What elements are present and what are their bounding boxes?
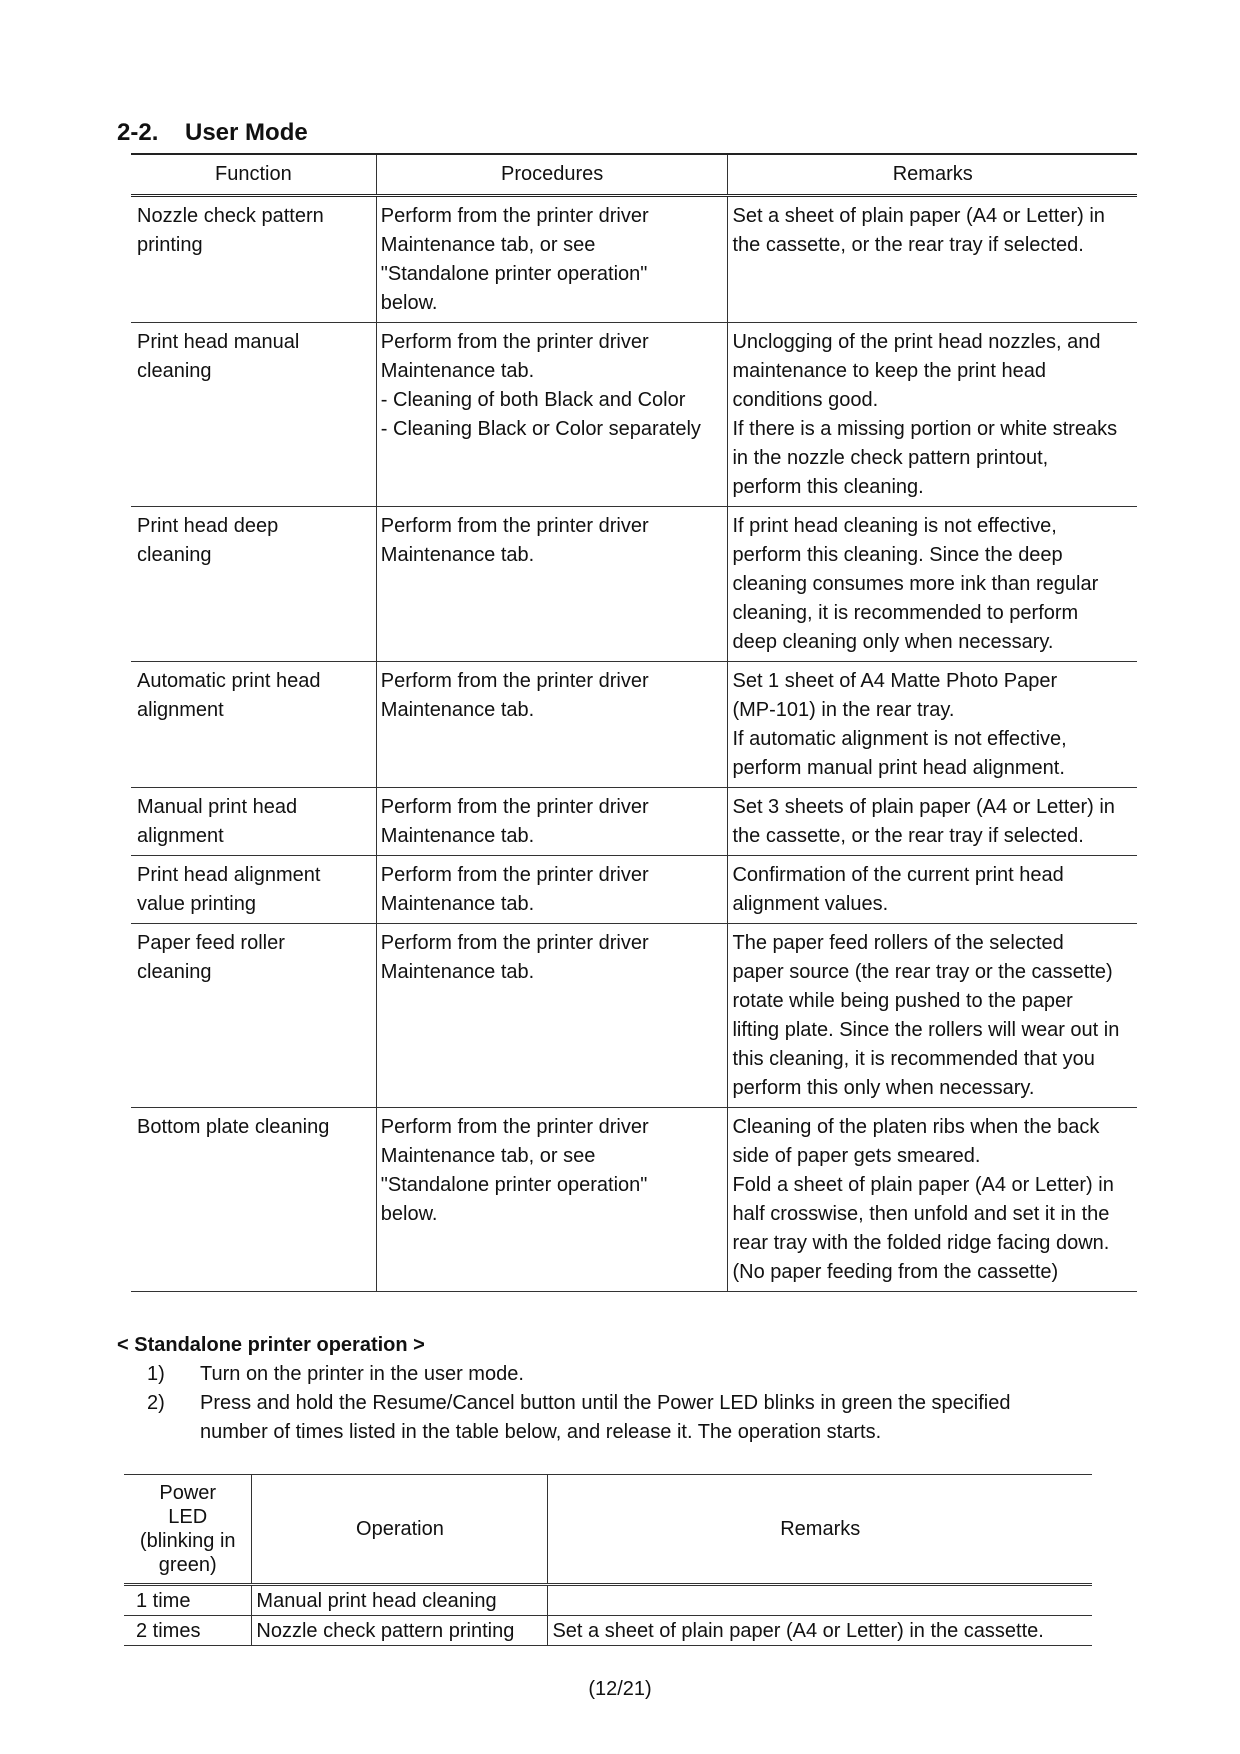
- remarks-cell-line: rear tray with the folded ridge facing down.: [732, 1232, 1110, 1254]
- procedures-cell-line: Maintenance tab.: [380, 825, 535, 847]
- procedures-cell-line: Maintenance tab.: [380, 544, 535, 566]
- remarks-cell-line: Set 1 sheet of A4 Matte Photo Paper: [732, 670, 1058, 692]
- remarks-cell: [728, 924, 1137, 1108]
- procedures-cell: [376, 788, 728, 856]
- table-row: [131, 856, 1137, 924]
- function-cell-line: value printing: [137, 893, 256, 915]
- operation-cell: Manual print head cleaning: [252, 1585, 548, 1616]
- procedures-cell-line: Perform from the printer driver: [380, 1116, 649, 1138]
- step-number: 2): [147, 1392, 165, 1414]
- table-row: [131, 196, 1137, 323]
- remarks-cell-line: Set 3 sheets of plain paper (A4 or Letter) in: [732, 796, 1115, 818]
- remarks-cell: [728, 507, 1137, 662]
- section-number: 2-2.: [117, 119, 159, 146]
- section-title: [117, 119, 308, 147]
- function-cell-line: Nozzle check pattern: [137, 205, 324, 227]
- remarks-cell-line: Unclogging of the print head nozzles, and: [732, 331, 1101, 353]
- remarks-cell-line: the cassette, or the rear tray if selected.: [732, 234, 1084, 256]
- remarks-cell-line: half crosswise, then unfold and set it in the: [732, 1203, 1110, 1225]
- function-cell: [131, 323, 376, 507]
- procedures-cell-line: Perform from the printer driver: [380, 331, 649, 353]
- remarks-cell-line: Fold a sheet of plain paper (A4 or Letter) in: [732, 1174, 1114, 1196]
- table-row: [131, 1108, 1137, 1292]
- step-text-line: Turn on the printer in the user mode.: [200, 1363, 524, 1385]
- remarks-cell-line: If automatic alignment is not effective,: [732, 728, 1067, 750]
- section-title-text: User Mode: [185, 119, 308, 146]
- remarks-cell: [728, 662, 1137, 788]
- remarks-cell-line: lifting plate. Since the rollers will wear out in: [732, 1019, 1120, 1041]
- remarks-cell-line: rotate while being pushed to the paper: [732, 990, 1073, 1012]
- function-cell: [131, 1108, 376, 1292]
- remarks-cell-line: Set a sheet of plain paper (A4 or Letter) in: [732, 205, 1105, 227]
- procedures-cell-line: below.: [380, 1203, 438, 1225]
- remarks-cell-line: conditions good.: [732, 389, 879, 411]
- remarks-cell: [728, 196, 1137, 323]
- procedures-cell-line: - Cleaning Black or Color separately: [380, 418, 701, 440]
- function-cell-line: printing: [137, 234, 203, 256]
- function-cell: [131, 856, 376, 924]
- remarks-cell: [728, 788, 1137, 856]
- list-item: [117, 1389, 1127, 1447]
- table-row: [124, 1616, 1092, 1646]
- table-row: [124, 1585, 1092, 1616]
- page-number: (12/21): [588, 1678, 652, 1700]
- remarks-cell-line: this cleaning, it is recommended that you: [732, 1048, 1095, 1070]
- op-remarks-cell: [548, 1585, 1092, 1616]
- led-cell: 2 times: [124, 1616, 252, 1646]
- table-header-row: [131, 154, 1137, 196]
- procedures-cell-line: "Standalone printer operation": [380, 1174, 648, 1196]
- header-op-remarks: [548, 1475, 1092, 1585]
- function-cell-line: alignment: [137, 825, 224, 847]
- procedures-cell: [376, 323, 728, 507]
- function-cell: [131, 507, 376, 662]
- remarks-cell-line: side of paper gets smeared.: [732, 1145, 981, 1167]
- header-remarks: Remarks: [728, 154, 1137, 196]
- remarks-cell-line: cleaning consumes more ink than regular: [732, 573, 1099, 595]
- step-text-line: number of times listed in the table below, and release it. The operation starts.: [200, 1421, 882, 1443]
- remarks-cell-line: (MP-101) in the rear tray.: [732, 699, 955, 721]
- step-text: [200, 1389, 1127, 1447]
- header-operation: [252, 1475, 548, 1585]
- table-row: [131, 323, 1137, 507]
- header-line: Remarks: [780, 1518, 861, 1540]
- remarks-cell-line: Cleaning of the platen ribs when the back: [732, 1116, 1100, 1138]
- header-power-led: [124, 1475, 252, 1585]
- procedures-cell-line: Maintenance tab, or see: [380, 234, 596, 256]
- function-cell-line: Print head deep: [137, 515, 279, 537]
- remarks-cell-line: alignment values.: [732, 893, 889, 915]
- procedures-cell-line: Maintenance tab.: [380, 360, 535, 382]
- procedures-cell-line: Perform from the printer driver: [380, 205, 649, 227]
- procedures-cell-line: Maintenance tab.: [380, 893, 535, 915]
- remarks-cell-line: If print head cleaning is not effective,: [732, 515, 1057, 537]
- remarks-cell-line: If there is a missing portion or white streaks: [732, 418, 1118, 440]
- function-cell-line: Automatic print head: [137, 670, 321, 692]
- header-line: green): [158, 1554, 217, 1576]
- standalone-heading: < Standalone printer operation >: [117, 1334, 425, 1356]
- table-row: [131, 507, 1137, 662]
- header-function: Function: [131, 154, 376, 196]
- step-text-line: Press and hold the Resume/Cancel button until the Power LED blinks in green the specified: [200, 1392, 1011, 1414]
- procedures-cell-line: Maintenance tab.: [380, 699, 535, 721]
- remarks-cell-line: (No paper feeding from the cassette): [732, 1261, 1059, 1283]
- op-table-header-row: [124, 1475, 1092, 1585]
- procedures-cell-line: Maintenance tab, or see: [380, 1145, 596, 1167]
- header-line: LED: [168, 1506, 208, 1528]
- remarks-cell: [728, 856, 1137, 924]
- standalone-steps: [117, 1360, 1127, 1447]
- remarks-cell-line: cleaning, it is recommended to perform: [732, 602, 1079, 624]
- remarks-cell-line: perform this only when necessary.: [732, 1077, 1035, 1099]
- table-row: [131, 788, 1137, 856]
- standalone-section: [117, 1331, 1127, 1447]
- function-cell-line: alignment: [137, 699, 224, 721]
- remarks-cell-line: Confirmation of the current print head: [732, 864, 1064, 886]
- function-cell-line: Bottom plate cleaning: [137, 1116, 330, 1138]
- remarks-cell-line: in the nozzle check pattern printout,: [732, 447, 1049, 469]
- procedures-cell: [376, 1108, 728, 1292]
- function-cell-line: cleaning: [137, 544, 212, 566]
- list-item: [117, 1360, 1127, 1389]
- remarks-cell-line: The paper feed rollers of the selected: [732, 932, 1064, 954]
- user-mode-table: [131, 153, 1137, 1292]
- procedures-cell: [376, 196, 728, 323]
- led-operation-table-body: [124, 1585, 1092, 1646]
- function-cell-line: cleaning: [137, 360, 212, 382]
- function-cell: [131, 196, 376, 323]
- remarks-cell-line: deep cleaning only when necessary.: [732, 631, 1054, 653]
- remarks-cell-line: maintenance to keep the print head: [732, 360, 1047, 382]
- function-cell: [131, 788, 376, 856]
- remarks-cell-line: the cassette, or the rear tray if selected.: [732, 825, 1084, 847]
- procedures-cell: [376, 507, 728, 662]
- function-cell: [131, 924, 376, 1108]
- led-operation-table: [124, 1474, 1092, 1646]
- table-row: [131, 924, 1137, 1108]
- remarks-cell-line: perform this cleaning. Since the deep: [732, 544, 1063, 566]
- remarks-cell-line: perform this cleaning.: [732, 476, 924, 498]
- function-cell: [131, 662, 376, 788]
- remarks-cell-line: paper source (the rear tray or the cassette): [732, 961, 1113, 983]
- function-cell-line: Print head manual: [137, 331, 300, 353]
- procedures-cell-line: Maintenance tab.: [380, 961, 535, 983]
- op-remarks-cell: Set a sheet of plain paper (A4 or Letter) in the cassette.: [548, 1616, 1092, 1646]
- procedures-cell-line: Perform from the printer driver: [380, 932, 649, 954]
- table-row: [131, 662, 1137, 788]
- procedures-cell-line: "Standalone printer operation": [380, 263, 648, 285]
- step-number: 1): [147, 1363, 165, 1385]
- header-line: (blinking in: [139, 1530, 236, 1552]
- header-line: Operation: [356, 1518, 444, 1540]
- procedures-cell-line: below.: [380, 292, 438, 314]
- procedures-cell-line: Perform from the printer driver: [380, 515, 649, 537]
- remarks-cell: [728, 323, 1137, 507]
- procedures-cell: [376, 662, 728, 788]
- operation-cell: Nozzle check pattern printing: [252, 1616, 548, 1646]
- procedures-cell: [376, 856, 728, 924]
- procedures-cell-line: Perform from the printer driver: [380, 864, 649, 886]
- remarks-cell: [728, 1108, 1137, 1292]
- procedures-cell-line: Perform from the printer driver: [380, 796, 649, 818]
- remarks-cell-line: perform manual print head alignment.: [732, 757, 1065, 779]
- function-cell-line: Print head alignment: [137, 864, 321, 886]
- led-cell: 1 time: [124, 1585, 252, 1616]
- function-cell-line: Paper feed roller: [137, 932, 285, 954]
- procedures-cell-line: Perform from the printer driver: [380, 670, 649, 692]
- user-mode-table-body: [131, 196, 1137, 1292]
- procedures-cell: [376, 924, 728, 1108]
- function-cell-line: cleaning: [137, 961, 212, 983]
- header-line: Power: [159, 1482, 217, 1504]
- header-procedures: Procedures: [376, 154, 728, 196]
- step-text: [200, 1360, 1127, 1389]
- procedures-cell-line: - Cleaning of both Black and Color: [380, 389, 686, 411]
- function-cell-line: Manual print head: [137, 796, 298, 818]
